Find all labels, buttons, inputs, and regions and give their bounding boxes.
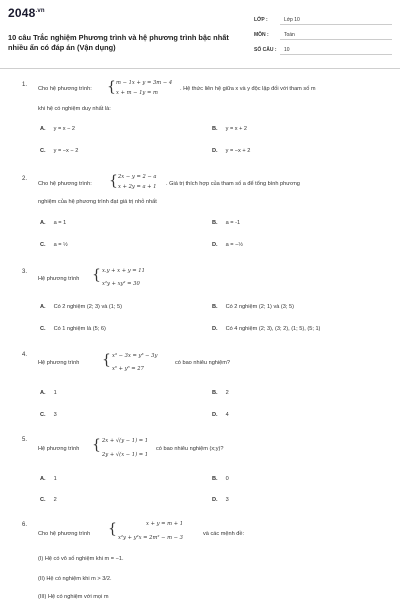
meta-subject-value: Toán (284, 32, 295, 38)
q1-eq2: x + m − 1y = m (116, 90, 158, 96)
q5-option-a[interactable]: A. 1 (40, 476, 57, 482)
header-divider (0, 68, 400, 69)
q1-intro: Cho hệ phương trình: (38, 86, 92, 92)
q2-option-b[interactable]: B. a = -1 (212, 220, 241, 226)
meta-subject (254, 32, 394, 41)
q2-number: 2. (22, 176, 28, 182)
q4-intro: Hệ phương trình (38, 360, 80, 366)
q5-option-d[interactable]: D. 3 (212, 497, 229, 503)
q4-eq2: x⁶ + y⁶ = 27 (112, 366, 144, 372)
q5-intro: Hệ phương trình (38, 446, 80, 452)
q5-brace: { (92, 437, 101, 453)
q1-line2: khi hệ có nghiệm duy nhất là: (38, 106, 111, 112)
q3-number: 3. (22, 269, 28, 275)
meta-count (254, 47, 394, 56)
q5-eq1: 2x + √(y − 1) = 1 (102, 438, 149, 444)
q6-statement-2: (II) Hệ có nghiệm khi m > 3/2. (38, 576, 112, 582)
q1-option-c[interactable]: C. y = −x − 2 (40, 148, 79, 154)
q4-option-d[interactable]: D. 4 (212, 412, 229, 418)
logo-suffix: .vn (35, 8, 45, 14)
q1-tail: . Hệ thức liên hệ giữa x và y độc lập đối với tham số m (180, 86, 316, 92)
q5-eq2: 2y + √(x − 1) = 1 (102, 452, 149, 458)
site-logo[interactable] (8, 6, 45, 20)
q4-brace: { (102, 352, 111, 368)
q6-statement-1: (I) Hệ có vô số nghiệm khi m = −1. (38, 556, 124, 562)
q2-option-a[interactable]: A. a = 1 (40, 220, 67, 226)
q3-eq2: x²y + xy² = 30 (102, 281, 140, 287)
q3-option-b[interactable]: B. Có 2 nghiệm (2; 1) và (3; 5) (212, 304, 294, 310)
q5-tail: có bao nhiêu nghiệm (x;y)? (156, 446, 224, 452)
q4-option-c[interactable]: C. 3 (40, 412, 57, 418)
meta-subject-key: MÔN : (254, 32, 269, 38)
q3-option-c[interactable]: C. Có 1 nghiệm là (5; 6) (40, 326, 106, 332)
q1-option-d[interactable]: D. y = −x + 2 (212, 148, 251, 154)
q6-tail: và các mệnh đề: (203, 531, 245, 537)
q6-statement-3: (III) Hệ có nghiệm với mọi m (38, 594, 109, 600)
q4-tail: có bao nhiêu nghiệm? (175, 360, 231, 366)
meta-class-value: Lớp 10 (284, 17, 300, 23)
q3-intro: Hệ phương trình (38, 276, 80, 282)
q6-eq1: x + y = m + 1 (146, 521, 184, 527)
q6-intro: Cho hệ phương trình (38, 531, 91, 537)
q1-option-b[interactable]: B. y = x + 2 (212, 126, 248, 132)
q5-option-c[interactable]: C. 2 (40, 497, 57, 503)
q3-brace: { (92, 267, 101, 283)
q6-brace: { (108, 521, 117, 537)
q3-eq1: x.y + x + y = 11 (102, 268, 145, 274)
meta-class (254, 17, 394, 26)
q2-option-c[interactable]: C. a = ½ (40, 242, 68, 248)
q4-option-a[interactable]: A. 1 (40, 390, 57, 396)
q1-brace: { (107, 79, 116, 95)
logo-main: 2048 (8, 6, 36, 20)
q2-line2: nghiệm của hệ phương trình đạt giá trị nhỏ nhất (38, 199, 157, 205)
q1-option-a[interactable]: A. y = x − 2 (40, 126, 76, 132)
q6-number: 6. (22, 522, 28, 528)
q2-option-d[interactable]: D. a = −½ (212, 242, 244, 248)
q2-eq1: 2x − y = 2 − a (118, 174, 157, 180)
q6-eq2: x²y + y²x = 2m² − m − 3 (118, 535, 183, 541)
page-title: 10 câu Trắc nghiệm Phương trình và hệ phương trình bậc nhất nhiều ẩn có đáp án (Vận dụng) (8, 33, 229, 52)
q2-brace: { (109, 173, 118, 189)
meta-count-key: SỐ CÂU : (254, 47, 277, 53)
q5-number: 5. (22, 437, 28, 443)
q5-option-b[interactable]: B. 0 (212, 476, 229, 482)
q2-eq2: x + 2y = a + 1 (118, 184, 157, 190)
q4-eq1: x³ − 3x = y³ − 3y (112, 353, 158, 359)
meta-class-key: LỚP : (254, 17, 268, 23)
q3-option-a[interactable]: A. Có 2 nghiệm (2; 3) và (1; 5) (40, 304, 122, 310)
q2-tail: . Giá trị thích hợp của tham số a để tổng bình phương (166, 181, 300, 187)
q1-eq1: m − 1x + y = 3m − 4 (116, 80, 173, 86)
meta-count-value: 10 (284, 47, 290, 53)
q2-intro: Cho hệ phương trình: (38, 181, 92, 187)
q4-option-b[interactable]: B. 2 (212, 390, 229, 396)
q3-option-d[interactable]: D. Có 4 nghiệm (2; 3), (3; 2), (1; 5), (5; 1) (212, 326, 321, 332)
q4-number: 4. (22, 352, 28, 358)
q1-number: 1. (22, 82, 28, 88)
